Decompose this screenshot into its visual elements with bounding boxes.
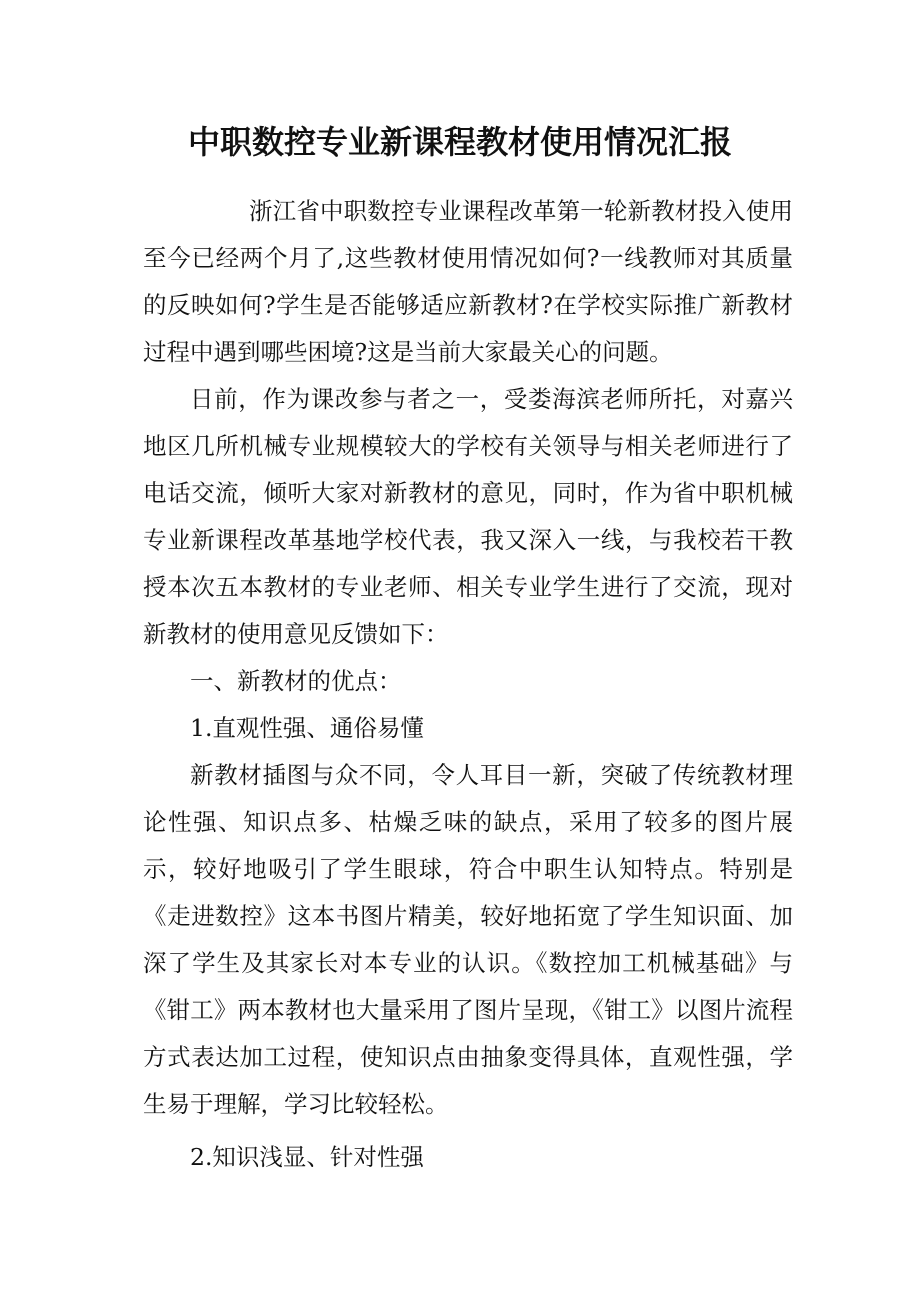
paragraph-intuitive: 新教材插图与众不同，令人耳目一新，突破了传统教材理论性强、知识点多、枯燥乏味的缺点，采用了较多的图片展示，较好地吸引了学生眼球，符合中职生认知特点。特别是《走进数控》这本书图片精美，较好地拓宽了学生知识面、加深了学生及其家长对本专业的认识。《数控加工机械基础》与《钳工》两本教材也大量采用了图片呈现，《钳工》以图片流程方式表达加工过程，使知识点由抽象变得具体，直观性强，学生易于理解，学习比较轻松。 xyxy=(143,761,793,1118)
paragraph-survey: 日前，作为课改参与者之一，受娄海滨老师所托，对嘉兴地区几所机械专业规模较大的学校有关领导与相关老师进行了电话交流，倾听大家对新教材的意见，同时，作为省中职机械专业新课程改革基地学校代表，我又深入一线，与我校若干教授本次五本教材的专业老师、相关专业学生进行了交流，现对新教材的使用意见反馈如下： xyxy=(143,385,793,648)
section-heading-advantages: 一、新教材的优点： xyxy=(190,667,402,695)
document-title: 中职数控专业新课程教材使用情况汇报 xyxy=(187,123,732,161)
document-body xyxy=(143,188,793,1181)
paragraph-intro: 浙江省中职数控专业课程改革第一轮新教材投入使用至今已经两个月了,这些教材使用情况如何?一线教师对其质量的反映如何?学生是否能够适应新教材?在学校实际推广新教材过程中遇到哪些困境?这是当前大家最关心的问题。 xyxy=(143,197,793,366)
subheading-intuitive: 1.直观性强、通俗易懂 xyxy=(190,714,424,742)
subheading-knowledge: 2.知识浅显、针对性强 xyxy=(190,1143,424,1171)
